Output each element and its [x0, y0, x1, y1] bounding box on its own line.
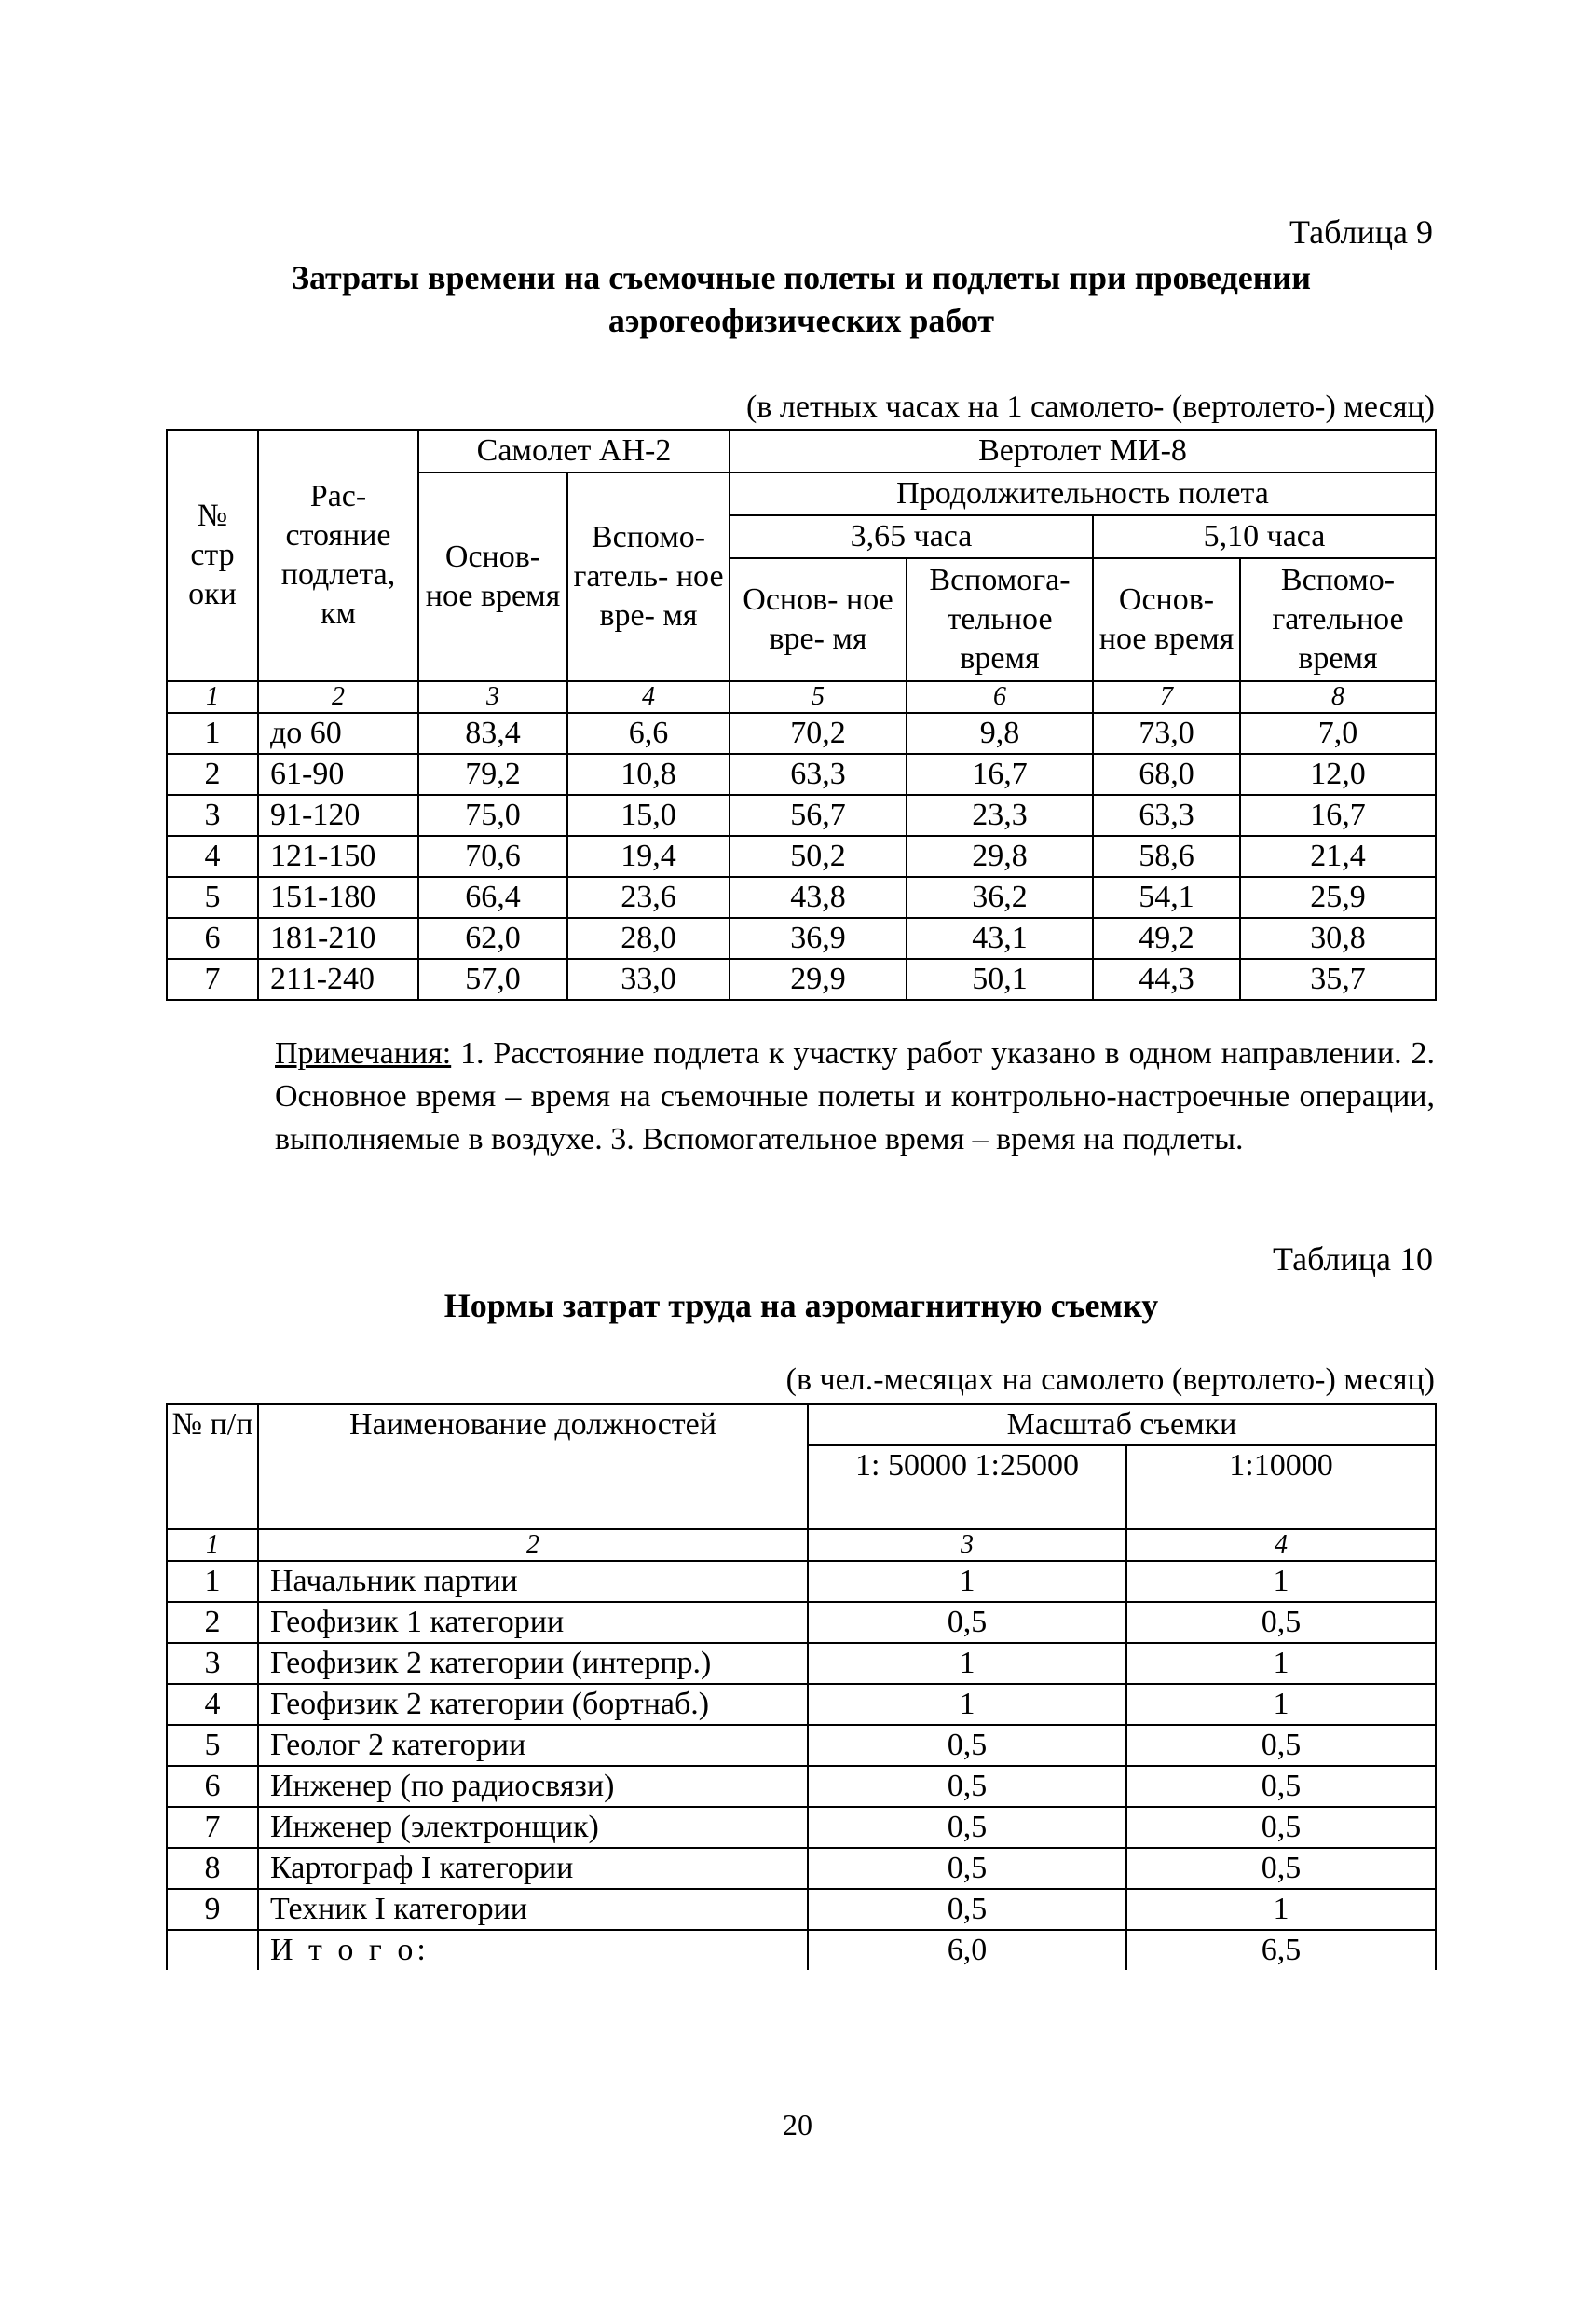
table10-cell: 0,5	[808, 1602, 1126, 1643]
table10-head-scale: Масштаб съемки	[808, 1404, 1436, 1445]
table10-row	[167, 1684, 1436, 1725]
table9-cell: 29,8	[907, 836, 1093, 877]
table9-head-main-2: Основ- ное время	[1093, 558, 1240, 681]
table9-cell: 83,4	[418, 713, 567, 754]
table10-row	[167, 1807, 1436, 1848]
table10-row	[167, 1848, 1436, 1889]
table9-row	[167, 877, 1436, 918]
table9-cell: 15,0	[567, 795, 730, 836]
table9-head-an2: Самолет АН-2	[418, 430, 730, 472]
table9-head-main-1: Основ- ное вре- мя	[730, 558, 907, 681]
table10-cell: 1	[1126, 1561, 1436, 1602]
table9-cell: 44,3	[1093, 959, 1240, 1000]
table10-cell: 1	[1126, 1643, 1436, 1684]
table10-cell: Инженер (электронщик)	[258, 1807, 808, 1848]
table10-cell: 6	[167, 1766, 258, 1807]
table10-cell: 0,5	[808, 1807, 1126, 1848]
table10-cell: 3	[167, 1643, 258, 1684]
table10-cell: 7	[167, 1807, 258, 1848]
table10-row	[167, 1643, 1436, 1684]
table9-cell: 68,0	[1093, 754, 1240, 795]
table10-cell: 1	[808, 1684, 1126, 1725]
table9-cell: 29,9	[730, 959, 907, 1000]
table9-body	[167, 713, 1436, 1000]
table9-cell: 28,0	[567, 918, 730, 959]
table10-cell: 1	[808, 1561, 1126, 1602]
table9-cell: 50,1	[907, 959, 1093, 1000]
table9-cell: 7	[167, 959, 258, 1000]
table10-total-s2: 6,5	[1126, 1930, 1436, 1970]
table9-index-cell: 1	[167, 681, 258, 713]
table9-cell: 70,6	[418, 836, 567, 877]
table9	[166, 429, 1437, 1001]
table10-cell: 4	[167, 1684, 258, 1725]
table9-cell: 7,0	[1240, 713, 1436, 754]
table9-cell: 36,2	[907, 877, 1093, 918]
table9-cell: 9,8	[907, 713, 1093, 754]
table9-head-aux-an2: Вспомо- гатель- ное вре- мя	[567, 472, 730, 681]
table10-cell: Геолог 2 категории	[258, 1725, 808, 1766]
table9-cell: 63,3	[730, 754, 907, 795]
table9-cell: 151-180	[258, 877, 418, 918]
table9-row	[167, 795, 1436, 836]
table10-title: Нормы затрат труда на аэромагнитную съемку	[443, 1287, 1159, 1324]
table10-row	[167, 1766, 1436, 1807]
table9-cell: 2	[167, 754, 258, 795]
table10-cell: 0,5	[808, 1725, 1126, 1766]
table10-cell: 1	[1126, 1684, 1436, 1725]
table9-cell: 23,6	[567, 877, 730, 918]
table10-index-cell: 2	[258, 1529, 808, 1561]
table9-cell: 43,1	[907, 918, 1093, 959]
table9-index-cell: 4	[567, 681, 730, 713]
table9-index-cell: 8	[1240, 681, 1436, 713]
table9-cell: 57,0	[418, 959, 567, 1000]
page-number: 20	[783, 2108, 812, 2141]
table10-cell: 0,5	[808, 1848, 1126, 1889]
table10-cell: Картограф I категории	[258, 1848, 808, 1889]
table10-cell: Начальник партии	[258, 1561, 808, 1602]
table9-title-line2: аэрогеофизических работ	[607, 302, 995, 339]
table9-cell: 62,0	[418, 918, 567, 959]
table9-cell: 66,4	[418, 877, 567, 918]
table10-row	[167, 1602, 1436, 1643]
table9-cell: 21,4	[1240, 836, 1436, 877]
table10-head-no: № п/п	[167, 1404, 258, 1529]
table9-cell: 16,7	[1240, 795, 1436, 836]
table9-cell: до 60	[258, 713, 418, 754]
table9-head-main-an2: Основ- ное время	[418, 472, 567, 681]
table9-row	[167, 754, 1436, 795]
notes-label: Примечания:	[275, 1036, 452, 1071]
table10-cell: 9	[167, 1889, 258, 1930]
table10-cell: 0,5	[1126, 1807, 1436, 1848]
table9-head-distance: Рас- стояние подлета, км	[258, 430, 418, 681]
table9-label: Таблица 9	[1289, 213, 1433, 251]
table10-cell: 0,5	[808, 1889, 1126, 1930]
table9-cell: 33,0	[567, 959, 730, 1000]
table9-title	[186, 256, 1416, 342]
table9-cell: 75,0	[418, 795, 567, 836]
table9-index-cell: 3	[418, 681, 567, 713]
table9-row	[167, 836, 1436, 877]
table10-cell: Техник I категории	[258, 1889, 808, 1930]
table9-cell: 36,9	[730, 918, 907, 959]
table10-total-s1: 6,0	[808, 1930, 1126, 1970]
table9-head-aux-2: Вспомо- гательное время	[1240, 558, 1436, 681]
table9-index-cell: 7	[1093, 681, 1240, 713]
table10-index-cell: 4	[1126, 1529, 1436, 1561]
notes-text: 1. Расстояние подлета к участку работ указано в одном направлении. 2. Основное время – время на съемочные полеты и контрольно-настроечные операции, выполняемые в воздухе. 3. Вспомогательное время – время на подлеты.	[275, 1036, 1435, 1156]
table9-head-aux-1: Вспомога- тельное время	[907, 558, 1093, 681]
table10-cell: 0,5	[1126, 1848, 1436, 1889]
table9-cell: 91-120	[258, 795, 418, 836]
table10-cell: 0,5	[1126, 1725, 1436, 1766]
table10-body	[167, 1561, 1436, 1930]
table10-index-cell: 3	[808, 1529, 1126, 1561]
table9-cell: 49,2	[1093, 918, 1240, 959]
table10-label: Таблица 10	[1273, 1240, 1433, 1278]
table9-cell: 19,4	[567, 836, 730, 877]
table9-cell: 12,0	[1240, 754, 1436, 795]
table10-cell: 0,5	[1126, 1766, 1436, 1807]
table9-index-cell: 2	[258, 681, 418, 713]
table9-cell: 23,3	[907, 795, 1093, 836]
table9-cell: 58,6	[1093, 836, 1240, 877]
table9-index-cell: 6	[907, 681, 1093, 713]
table9-cell: 50,2	[730, 836, 907, 877]
table9-cell: 211-240	[258, 959, 418, 1000]
table9-cell: 181-210	[258, 918, 418, 959]
table9-head-d1: 3,65 часа	[730, 515, 1093, 558]
table9-cell: 6,6	[567, 713, 730, 754]
table10-index-cell: 1	[167, 1529, 258, 1561]
table9-notes	[275, 1033, 1435, 1161]
table10-cell: 2	[167, 1602, 258, 1643]
table9-cell: 1	[167, 713, 258, 754]
table9-cell: 3	[167, 795, 258, 836]
table10-cell: 0,5	[1126, 1602, 1436, 1643]
table9-cell: 79,2	[418, 754, 567, 795]
table9-row	[167, 959, 1436, 1000]
table9-cell: 73,0	[1093, 713, 1240, 754]
table9-cell: 10,8	[567, 754, 730, 795]
table9-row	[167, 713, 1436, 754]
table9-cell: 30,8	[1240, 918, 1436, 959]
table9-cell: 56,7	[730, 795, 907, 836]
table10-total-label: И т о г о:	[258, 1930, 808, 1970]
table10-cell: Геофизик 2 категории (бортнаб.)	[258, 1684, 808, 1725]
table9-cell: 61-90	[258, 754, 418, 795]
table9-head-row-no: № стр оки	[167, 430, 258, 681]
table10-head-s2: 1:10000	[1126, 1445, 1436, 1529]
table10-head-s1: 1: 50000 1:25000	[808, 1445, 1126, 1529]
table9-cell: 63,3	[1093, 795, 1240, 836]
table10-cell: 1	[808, 1643, 1126, 1684]
table9-cell: 121-150	[258, 836, 418, 877]
table9-cell: 25,9	[1240, 877, 1436, 918]
table10-total-cell	[167, 1930, 258, 1970]
table9-cell: 54,1	[1093, 877, 1240, 918]
table10-row	[167, 1725, 1436, 1766]
table10-cell: 8	[167, 1848, 258, 1889]
table10-cell: 5	[167, 1725, 258, 1766]
table9-head-d2: 5,10 часа	[1093, 515, 1436, 558]
table10-row	[167, 1561, 1436, 1602]
table10-cell: Геофизик 1 категории	[258, 1602, 808, 1643]
table10	[166, 1403, 1437, 1970]
table9-cell: 6	[167, 918, 258, 959]
table9-row	[167, 918, 1436, 959]
table9-cell: 4	[167, 836, 258, 877]
table10-units: (в чел.-месяцах на самолето (вертолето-) месяц)	[785, 1362, 1435, 1397]
table9-cell: 35,7	[1240, 959, 1436, 1000]
table10-row	[167, 1889, 1436, 1930]
table10-cell: 1	[1126, 1889, 1436, 1930]
table9-units: (в летных часах на 1 самолето- (вертолето-) месяц)	[746, 390, 1435, 424]
table10-cell: Геофизик 2 категории (интерпр.)	[258, 1643, 808, 1684]
table9-cell: 16,7	[907, 754, 1093, 795]
table9-cell: 43,8	[730, 877, 907, 918]
table9-cell: 5	[167, 877, 258, 918]
table9-title-line1: Затраты времени на съемочные полеты и подлеты при проведении	[291, 259, 1312, 296]
table10-cell: 1	[167, 1561, 258, 1602]
table9-head-duration: Продолжительность полета	[730, 472, 1436, 515]
table9-index-cell: 5	[730, 681, 907, 713]
table10-cell: Инженер (по радиосвязи)	[258, 1766, 808, 1807]
table9-cell: 70,2	[730, 713, 907, 754]
table10-head-position: Наименование должностей	[258, 1404, 808, 1529]
table9-head-mi8: Вертолет МИ-8	[730, 430, 1436, 472]
table10-cell: 0,5	[808, 1766, 1126, 1807]
